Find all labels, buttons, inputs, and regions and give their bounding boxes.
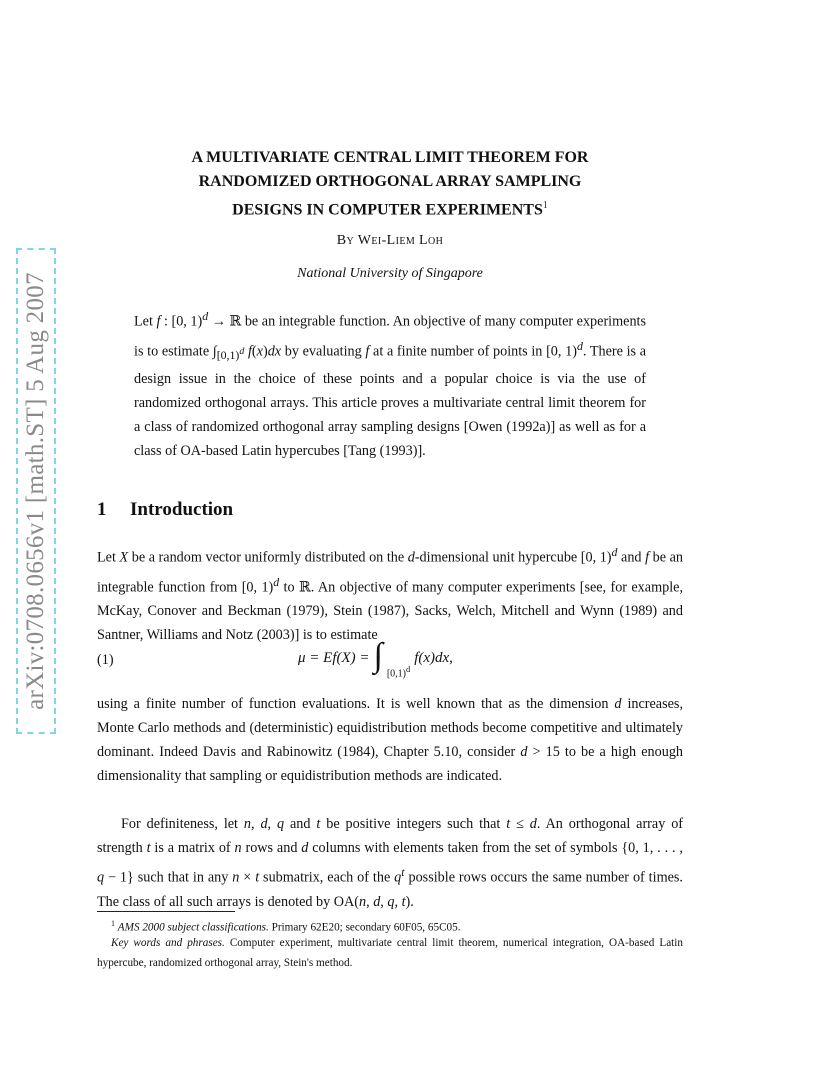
equation-1 bbox=[298, 638, 453, 678]
section-heading bbox=[97, 499, 233, 521]
section-title: Introduction bbox=[130, 499, 234, 520]
footnote-mark: 1 bbox=[111, 919, 115, 928]
equation-lhs: μ = Ef(X) = bbox=[298, 649, 370, 666]
arxiv-identifier: arXiv:0708.0656v1 [math.ST] 5 Aug 2007 bbox=[22, 272, 49, 710]
intro-paragraph-2: using a finite number of function evaluations. It is well known that as the dimension d increases, Monte Carlo methods and (deterministic) equidistribution methods become competitive and ultimately dominant. Indeed Davis and Rabinowitz (1984), Chapter 5.10, consider d > 15 to be a high enough dimensionality that sampling or equidistribution methods are indicated. bbox=[97, 696, 684, 784]
equation-number: (1) bbox=[97, 652, 114, 668]
title-footnote-link[interactable]: 1 bbox=[542, 200, 548, 211]
integral-sign: ∫ bbox=[373, 637, 383, 674]
footnote-divider bbox=[97, 911, 235, 912]
equation-integrand: f(x)dx, bbox=[414, 649, 453, 666]
section-number: 1 bbox=[97, 499, 107, 520]
paper-title bbox=[120, 146, 660, 222]
footnote-2: Key words and phrases. Computer experiment, multivariate central limit theorem, numerical integration, OA-based Latin hypercube, randomized orthogonal array, Stein's method. bbox=[97, 937, 683, 969]
title-line-2: RANDOMIZED ORTHOGONAL ARRAY SAMPLING bbox=[198, 173, 582, 190]
intro-paragraph-3: For definiteness, let n, d, q and t be positive integers such that t ≤ d. An orthogonal array of strength t is a matrix of n rows and d columns with elements taken from the set of symbols {0, 1, . . . , q − 1} such that in any n × t submatrix, each of the $q^t$ possible rows occurs the same number of times. The class of all such arrays is denoted by OA(n, d, q, t). bbox=[97, 816, 684, 910]
abstract: Let f : [0, 1)$^d$ → ℝ be an integrable function. An objective of many computer experiments is to estimate $\int_{[0,1)^d}$ f(x)dx by evaluating f at a finite number of points in [0, 1)$^d$. There is a design issue in the choice of these points and a popular choice is via the use of randomized orthogonal arrays. This article proves a multivariate central limit theorem for a class of randomized orthogonal array sampling designs [Owen (1992a)] as well as for a class of OA-based Latin hypercubes [Tang (1993)]. bbox=[134, 309, 646, 460]
title-line-1: A MULTIVARIATE CENTRAL LIMIT THEOREM FOR bbox=[191, 149, 589, 166]
title-line-3: DESIGNS IN COMPUTER EXPERIMENTS$^1$ bbox=[232, 200, 548, 219]
author-line: By Wei-Liem Loh bbox=[336, 233, 444, 248]
affiliation: National University of Singapore bbox=[297, 266, 483, 281]
footnote-1: $^1$ AMS 2000 subject classifications. Primary 62E20; secondary 60F05, 65C05. bbox=[111, 919, 461, 934]
intro-paragraph-1: Let X be a random vector uniformly distributed on the d-dimensional unit hypercube [0, 1)$^d$ and f be an integrable function from [0, 1)$^d$ to ℝ. An objective of many computer experiments [see, for example, McKay, Conover and Beckman (1979), Stein (1987), Sacks, Welch, Mitchell and Wynn (1989) and Santner, Williams and Notz (2003)] is to estimate bbox=[97, 545, 683, 644]
integral-domain: [0,1)$^d$ bbox=[386, 664, 411, 680]
